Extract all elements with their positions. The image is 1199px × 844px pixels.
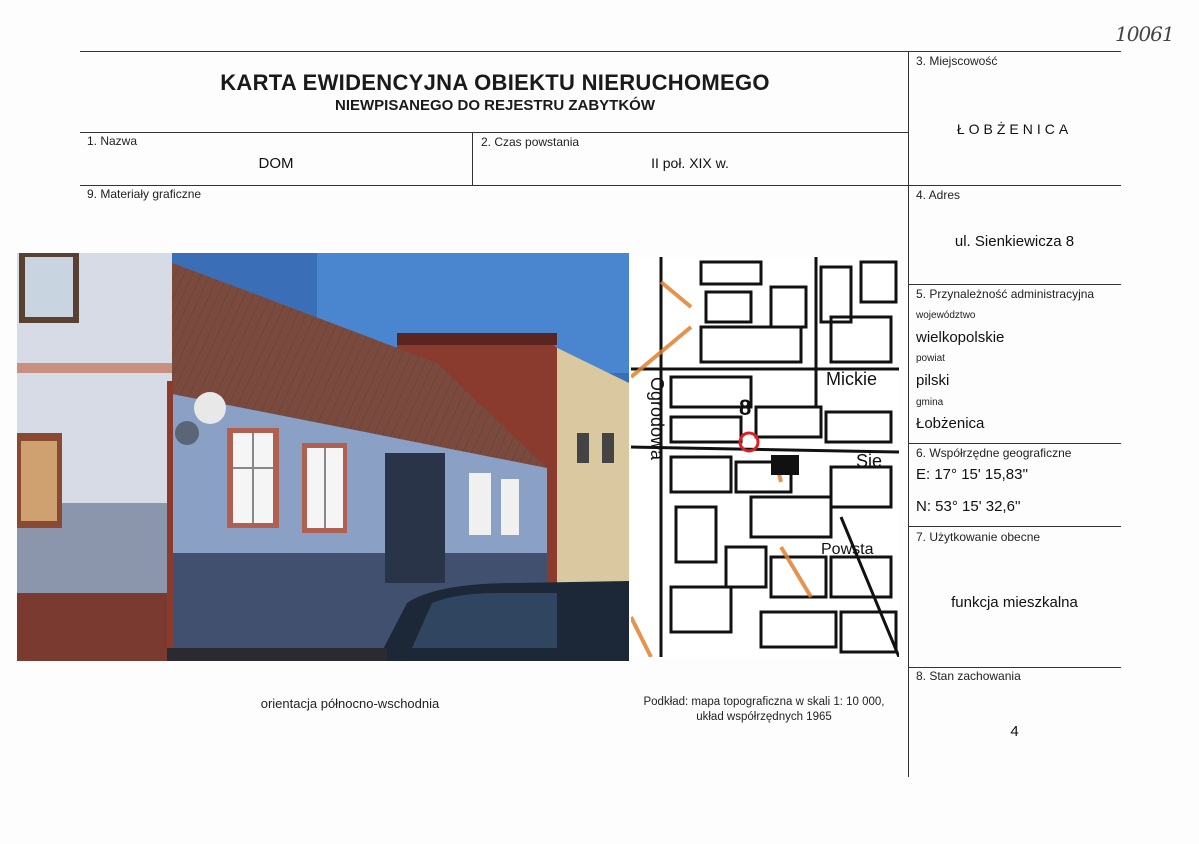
- document-title: KARTA EWIDENCYJNA OBIEKTU NIERUCHOMEGO: [220, 70, 770, 95]
- field-label-wspolrzedne: 6. Współrzędne geograficzne: [916, 446, 1072, 460]
- field-value-stan: 4: [1010, 723, 1019, 740]
- label-gmina: gmina: [916, 397, 944, 408]
- divider: [908, 284, 1121, 285]
- field-label-adres: 4. Adres: [916, 188, 961, 202]
- divider: [908, 443, 1121, 444]
- topographic-map: [631, 257, 899, 657]
- photo-caption: orientacja północno-wschodnia: [260, 696, 440, 711]
- map-label-ogrodowa: Ogrodowa: [647, 377, 667, 461]
- field-value-adres: ul. Sienkiewicza 8: [954, 233, 1075, 250]
- field-label-materialy: 9. Materiały graficzne: [87, 187, 202, 201]
- map-caption-line2: układ współrzędnych 1965: [696, 711, 832, 723]
- divider: [80, 132, 908, 133]
- map-label-sienkiewicza: Sie: [856, 451, 883, 471]
- value-coordinate-e: E: 17° 15' 15,83'': [916, 466, 1029, 483]
- map-caption-line1: Podkład: mapa topograficzna w skali 1: 10 000,: [643, 696, 885, 708]
- field-value-uzytkowanie: funkcja mieszkalna: [951, 594, 1078, 611]
- field-label-miejscowosc: 3. Miejscowość: [916, 54, 998, 68]
- field-label-uzytkowanie: 7. Użytkowanie obecne: [916, 530, 1041, 544]
- value-coordinate-n: N: 53° 15' 32,6'': [916, 498, 1021, 515]
- label-wojewodztwo: województwo: [916, 310, 976, 321]
- value-wojewodztwo: wielkopolskie: [916, 329, 1005, 346]
- divider: [908, 51, 909, 777]
- field-value-miejscowosc: ŁOBŻENICA: [956, 121, 1073, 137]
- divider: [80, 185, 1121, 186]
- field-label-stan: 8. Stan zachowania: [916, 669, 1021, 683]
- divider: [80, 51, 1121, 52]
- label-powiat: powiat: [916, 353, 945, 364]
- document-subtitle: NIEWPISANEGO DO REJESTRU ZABYTKÓW: [334, 97, 656, 114]
- value-gmina: Łobżenica: [916, 415, 985, 432]
- field-label-czas: 2. Czas powstania: [481, 135, 580, 149]
- building-photo: [17, 253, 629, 661]
- field-label-przynaleznosc: 5. Przynależność administracyjna: [916, 287, 1095, 301]
- divider: [908, 667, 1121, 668]
- field-value-nazwa: DOM: [258, 155, 294, 172]
- handwritten-archive-number: 10061: [1115, 22, 1174, 46]
- map-label-house-number: 8: [739, 395, 752, 420]
- map-label-powstancow: Powsta: [821, 541, 874, 558]
- field-value-czas: II poł. XIX w.: [651, 155, 729, 171]
- field-label-nazwa: 1. Nazwa: [87, 134, 138, 148]
- map-label-mickiewicza: Mickie: [826, 369, 878, 389]
- divider: [908, 526, 1121, 527]
- value-powiat: pilski: [916, 372, 950, 389]
